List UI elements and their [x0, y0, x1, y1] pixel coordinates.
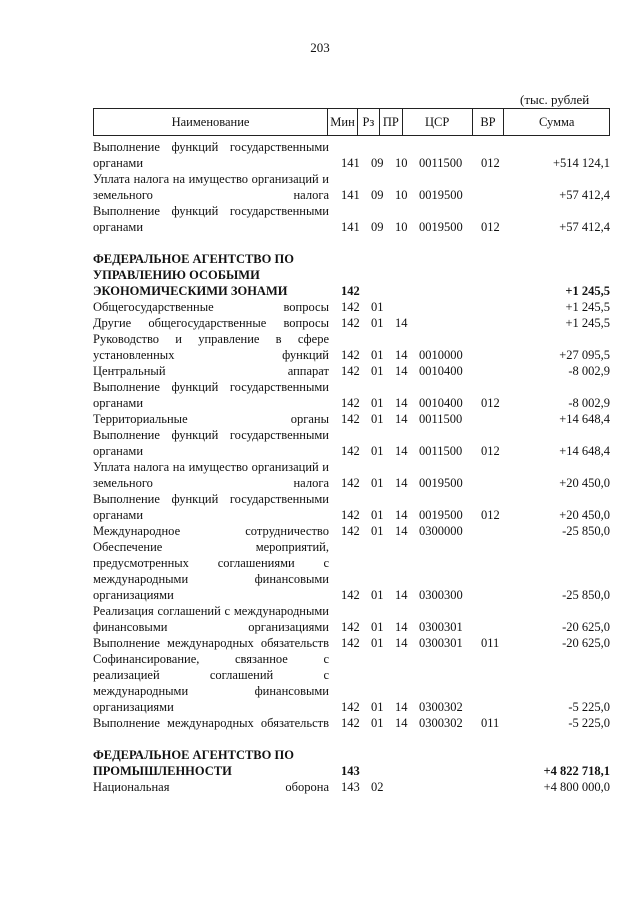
cell-rz: 01	[371, 700, 384, 714]
cell-min: 142	[341, 284, 360, 298]
cell-rz: 01	[371, 524, 384, 538]
page-number: 203	[310, 40, 330, 55]
cell-pr: 14	[395, 396, 408, 410]
row-name: Выполнение функций государственными органами	[93, 380, 329, 410]
table-row	[93, 635, 610, 651]
row-name: Выполнение международных обязательств	[93, 716, 329, 730]
header-sum: Сумма	[539, 114, 575, 129]
cell-pr: 14	[395, 700, 408, 714]
cell-min: 142	[341, 300, 360, 314]
table-row	[93, 603, 610, 635]
cell-pr: 14	[395, 364, 408, 378]
cell-rz: 01	[371, 300, 384, 314]
cell-csr: 0019500	[419, 220, 463, 234]
cell-rz: 01	[371, 396, 384, 410]
row-name: Выполнение функций государственными органами	[93, 428, 329, 458]
row-name: Выполнение функций государственными органами	[93, 204, 329, 234]
cell-rz: 01	[371, 588, 384, 602]
cell-csr: 0011500	[419, 156, 463, 170]
cell-min: 141	[341, 188, 360, 202]
cell-sum: +27 095,5	[559, 348, 610, 362]
cell-min: 143	[341, 764, 360, 778]
row-name: ФЕДЕРАЛЬНОЕ АГЕНТСТВО ПО ПРОМЫШЛЕННОСТИ	[93, 748, 294, 778]
cell-pr: 14	[395, 588, 408, 602]
cell-min: 142	[341, 620, 360, 634]
cell-vr: 012	[481, 220, 500, 234]
row-name: Уплата налога на имущество организаций и земельного налога	[93, 460, 329, 490]
cell-min: 141	[341, 220, 360, 234]
row-name: ФЕДЕРАЛЬНОЕ АГЕНТСТВО ПО УПРАВЛЕНИЮ ОСОБЫМИ ЭКОНОМИЧЕСКИМИ ЗОНАМИ	[93, 252, 294, 298]
cell-min: 142	[341, 588, 360, 602]
cell-min: 142	[341, 316, 360, 330]
header-min: Мин	[328, 109, 358, 135]
cell-rz: 01	[371, 348, 384, 362]
row-name: Центральный аппарат	[93, 364, 329, 378]
cell-vr: 011	[481, 716, 500, 730]
cell-rz: 01	[371, 316, 384, 330]
cell-rz: 09	[371, 156, 384, 170]
table-header	[93, 108, 610, 136]
row-spacer	[93, 235, 610, 251]
cell-rz: 01	[371, 476, 384, 490]
cell-rz: 01	[371, 444, 384, 458]
table-row	[93, 411, 610, 427]
cell-pr: 10	[395, 188, 408, 202]
cell-vr: 012	[481, 444, 500, 458]
cell-min: 142	[341, 476, 360, 490]
cell-sum: +14 648,4	[559, 444, 610, 458]
row-name: Выполнение функций государственными органами	[93, 492, 329, 522]
table-row	[93, 523, 610, 539]
cell-pr: 14	[395, 636, 408, 650]
cell-min: 142	[341, 364, 360, 378]
table-row	[93, 491, 610, 523]
cell-sum: -5 225,0	[568, 716, 610, 730]
cell-pr: 14	[395, 316, 408, 330]
header-name: Наименование	[94, 109, 328, 135]
row-name: Обеспечение мероприятий, предусмотренных соглашениями с международными финансовыми организациями	[93, 540, 329, 602]
header-vr: ВР	[473, 109, 505, 135]
cell-csr: 0019500	[419, 188, 463, 202]
cell-csr: 0300301	[419, 636, 463, 650]
cell-sum: +1 245,5	[565, 284, 610, 298]
cell-sum: -8 002,9	[568, 364, 610, 378]
cell-min: 141	[341, 156, 360, 170]
cell-pr: 14	[395, 444, 408, 458]
cell-csr: 0010400	[419, 364, 463, 378]
table-row	[93, 139, 610, 171]
row-name: Международное сотрудничество	[93, 524, 329, 538]
cell-csr: 0011500	[419, 444, 463, 458]
row-name: Руководство и управление в сфере установленных функций	[93, 332, 329, 362]
cell-sum: +4 800 000,0	[543, 780, 610, 794]
cell-csr: 0300000	[419, 524, 463, 538]
cell-sum: -20 625,0	[562, 636, 610, 650]
cell-csr: 0300302	[419, 700, 463, 714]
table-row	[93, 651, 610, 715]
cell-rz: 01	[371, 636, 384, 650]
section-heading-row	[93, 747, 610, 779]
cell-min: 142	[341, 444, 360, 458]
cell-rz: 09	[371, 188, 384, 202]
cell-sum: +20 450,0	[559, 508, 610, 522]
cell-pr: 10	[395, 156, 408, 170]
row-name: Выполнение международных обязательств	[93, 636, 329, 650]
row-spacer	[93, 731, 610, 747]
table-body	[93, 139, 610, 795]
table-row	[93, 315, 610, 331]
cell-min: 142	[341, 716, 360, 730]
cell-rz: 01	[371, 364, 384, 378]
cell-csr: 0300302	[419, 716, 463, 730]
cell-min: 142	[341, 700, 360, 714]
cell-pr: 14	[395, 716, 408, 730]
cell-rz: 09	[371, 220, 384, 234]
cell-min: 142	[341, 508, 360, 522]
cell-csr: 0019500	[419, 508, 463, 522]
table-row	[93, 715, 610, 731]
cell-pr: 14	[395, 508, 408, 522]
cell-pr: 14	[395, 348, 408, 362]
table-row	[93, 331, 610, 363]
cell-pr: 14	[395, 476, 408, 490]
header-pr: ПР	[380, 109, 403, 135]
table-row	[93, 379, 610, 411]
cell-min: 142	[341, 524, 360, 538]
row-name: Общегосударственные вопросы	[93, 300, 329, 314]
row-name: Выполнение функций государственными органами	[93, 140, 329, 170]
cell-pr: 10	[395, 220, 408, 234]
header-csr: ЦСР	[403, 109, 473, 135]
table-row	[93, 203, 610, 235]
cell-sum: +57 412,4	[559, 188, 610, 202]
row-name: Софинансирование, связанное с реализацией соглашений с международными финансовыми организациями	[93, 652, 329, 714]
table-row	[93, 299, 610, 315]
cell-vr: 012	[481, 396, 500, 410]
cell-sum: -5 225,0	[568, 700, 610, 714]
table-row	[93, 427, 610, 459]
cell-rz: 02	[371, 780, 384, 794]
row-name: Реализация соглашений с международными финансовыми организациями	[93, 604, 329, 634]
table-row	[93, 363, 610, 379]
cell-csr: 0010400	[419, 396, 463, 410]
row-name: Другие общегосударственные вопросы	[93, 316, 329, 330]
cell-vr: 012	[481, 508, 500, 522]
table-row	[93, 779, 610, 795]
cell-vr: 012	[481, 156, 500, 170]
cell-min: 142	[341, 636, 360, 650]
cell-sum: +1 245,5	[565, 300, 610, 314]
header-rz: Рз	[358, 109, 380, 135]
cell-min: 142	[341, 396, 360, 410]
cell-sum: +4 822 718,1	[543, 764, 610, 778]
cell-sum: -25 850,0	[562, 588, 610, 602]
row-name: Национальная оборона	[93, 780, 329, 794]
cell-sum: -20 625,0	[562, 620, 610, 634]
cell-sum: -8 002,9	[568, 396, 610, 410]
cell-sum: +20 450,0	[559, 476, 610, 490]
cell-sum: +14 648,4	[559, 412, 610, 426]
cell-vr: 011	[481, 636, 500, 650]
cell-rz: 01	[371, 412, 384, 426]
cell-pr: 14	[395, 412, 408, 426]
cell-sum: +514 124,1	[552, 156, 610, 170]
cell-min: 142	[341, 348, 360, 362]
cell-sum: +1 245,5	[565, 316, 610, 330]
cell-csr: 0010000	[419, 348, 463, 362]
cell-rz: 01	[371, 620, 384, 634]
section-heading-row	[93, 251, 610, 299]
cell-csr: 0011500	[419, 412, 463, 426]
cell-rz: 01	[371, 508, 384, 522]
cell-csr: 0019500	[419, 476, 463, 490]
cell-rz: 01	[371, 716, 384, 730]
row-name: Территориальные органы	[93, 412, 329, 426]
row-name: Уплата налога на имущество организаций и земельного налога	[93, 172, 329, 202]
cell-csr: 0300300	[419, 588, 463, 602]
cell-min: 143	[341, 780, 360, 794]
cell-sum: -25 850,0	[562, 524, 610, 538]
budget-table	[93, 108, 610, 795]
cell-csr: 0300301	[419, 620, 463, 634]
table-row	[93, 459, 610, 491]
cell-min: 142	[341, 412, 360, 426]
cell-pr: 14	[395, 524, 408, 538]
cell-sum: +57 412,4	[559, 220, 610, 234]
table-row	[93, 171, 610, 203]
units-label: (тыс. рублей	[520, 92, 590, 107]
cell-pr: 14	[395, 620, 408, 634]
table-row	[93, 539, 610, 603]
